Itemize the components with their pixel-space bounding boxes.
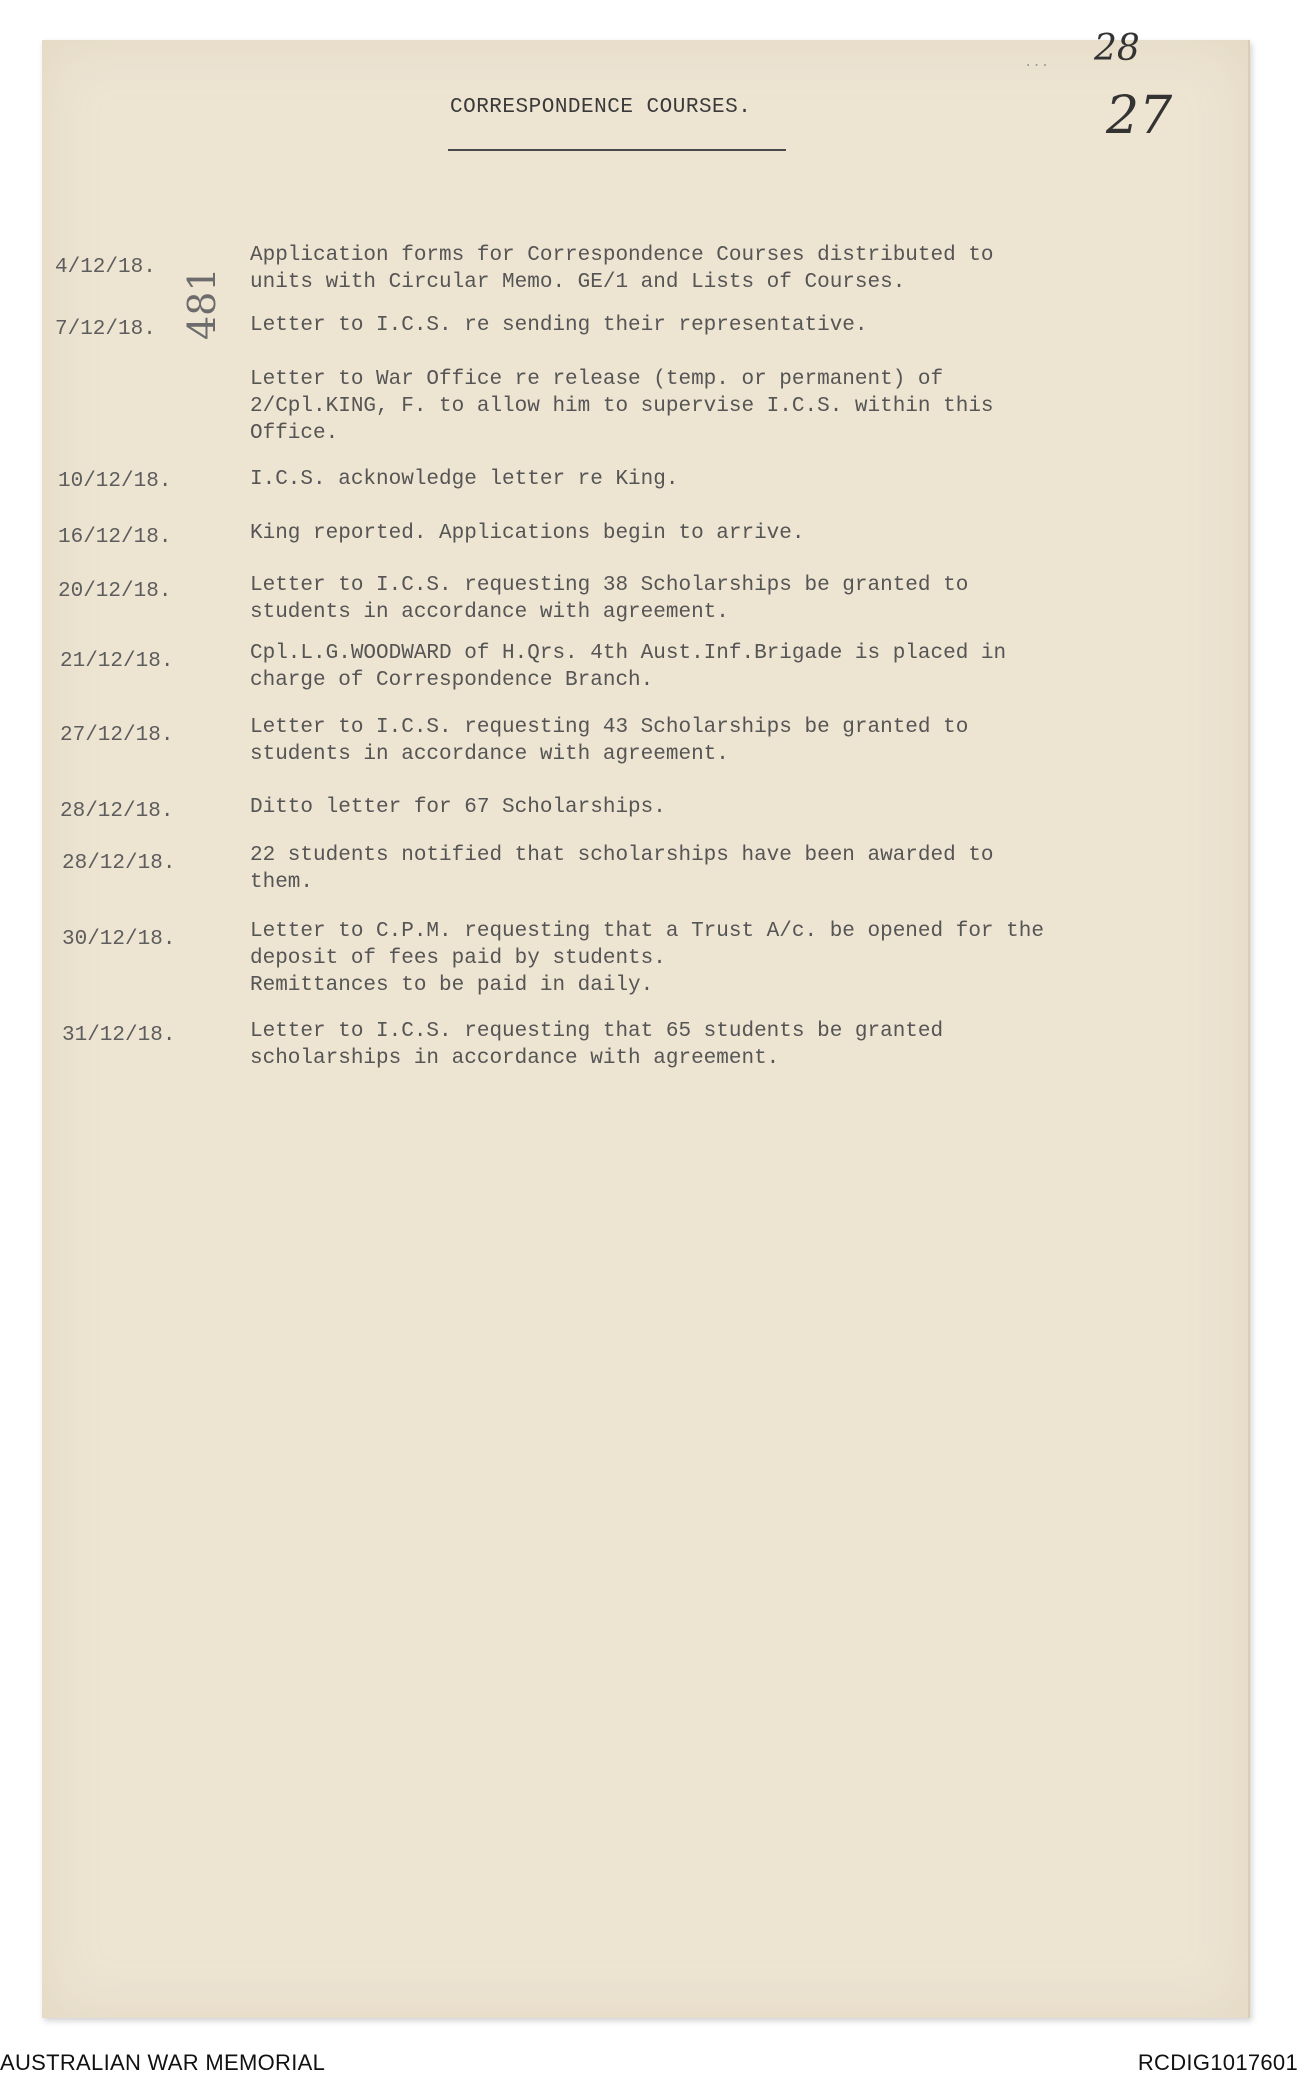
entry-date: 27/12/18. — [60, 724, 174, 747]
entry-text — [250, 572, 968, 626]
entry-date: 21/12/18. — [60, 650, 174, 673]
entry-line: students in accordance with agreement. — [250, 601, 729, 624]
entry-line: Cpl.L.G.WOODWARD of H.Qrs. 4th Aust.Inf.Brigade is placed in — [250, 642, 1007, 665]
entry-text — [250, 794, 666, 821]
entry-line: scholarships in accordance with agreement. — [250, 1047, 780, 1070]
entry-line: 22 students notified that scholarships have been awarded to — [250, 844, 994, 867]
entry-text — [250, 242, 994, 296]
entry-line: Letter to I.C.S. requesting that 65 students be granted — [250, 1020, 944, 1043]
entry-text — [250, 520, 805, 547]
entry-line: students in accordance with agreement. — [250, 743, 729, 766]
entry-date: 30/12/18. — [62, 928, 176, 951]
entry-text — [250, 1018, 943, 1072]
entry-line: deposit of fees paid by students. — [250, 947, 666, 970]
entry-line: Letter to I.C.S. requesting 38 Scholarships be granted to — [250, 574, 969, 597]
page-number-primary: 28 — [1094, 28, 1140, 69]
entry-line: charge of Correspondence Branch. — [250, 669, 654, 692]
entry-date: 28/12/18. — [62, 852, 176, 875]
entry-date: 20/12/18. — [58, 580, 172, 603]
entry-line: units with Circular Memo. GE/1 and Lists of Courses. — [250, 271, 906, 294]
entry-line: Letter to War Office re release (temp. or permanent) of — [250, 368, 944, 391]
entry-line: King reported. Applications begin to arrive. — [250, 522, 805, 545]
entry-line: Letter to C.P.M. requesting that a Trust A/c. be opened for the — [250, 920, 1044, 943]
entry-text — [250, 366, 994, 447]
entry-text — [250, 918, 1044, 999]
page-number-secondary: 27 — [1106, 86, 1173, 146]
entry-date: 16/12/18. — [58, 526, 172, 549]
entry-line: I.C.S. acknowledge letter re King. — [250, 468, 679, 491]
entry-date: 28/12/18. — [60, 800, 174, 823]
entry-line: them. — [250, 871, 314, 894]
entry-text — [250, 466, 678, 493]
entry-date: 4/12/18. — [55, 256, 156, 279]
entry-date: 31/12/18. — [62, 1024, 176, 1047]
entry-line: Application forms for Correspondence Courses distributed to — [250, 244, 994, 267]
folio-number: 481 — [180, 267, 224, 340]
entry-line: Ditto letter for 67 Scholarships. — [250, 796, 666, 819]
footer-record-id: RCDIG1017601 — [1137, 2050, 1298, 2075]
entry-text — [250, 714, 968, 768]
document-title: CORRESPONDENCE COURSES. — [450, 96, 752, 119]
entry-date: 7/12/18. — [55, 318, 156, 341]
footer-archive-name: AUSTRALIAN WAR MEMORIAL — [0, 2050, 326, 2075]
entry-text — [250, 312, 868, 339]
entry-line: Letter to I.C.S. requesting 43 Scholarships be granted to — [250, 716, 969, 739]
entry-line: Letter to I.C.S. re sending their representative. — [250, 314, 868, 337]
entry-date: 10/12/18. — [58, 470, 172, 493]
entry-line: Remittances to be paid in daily. — [250, 974, 654, 997]
entry-line: Office. — [250, 422, 339, 445]
title-underline — [448, 149, 786, 151]
faint-stamp: ··· — [1024, 58, 1050, 74]
entry-line: 2/Cpl.KING, F. to allow him to supervise I.C.S. within this — [250, 395, 994, 418]
entry-text — [250, 842, 994, 896]
entry-text — [250, 640, 1006, 694]
